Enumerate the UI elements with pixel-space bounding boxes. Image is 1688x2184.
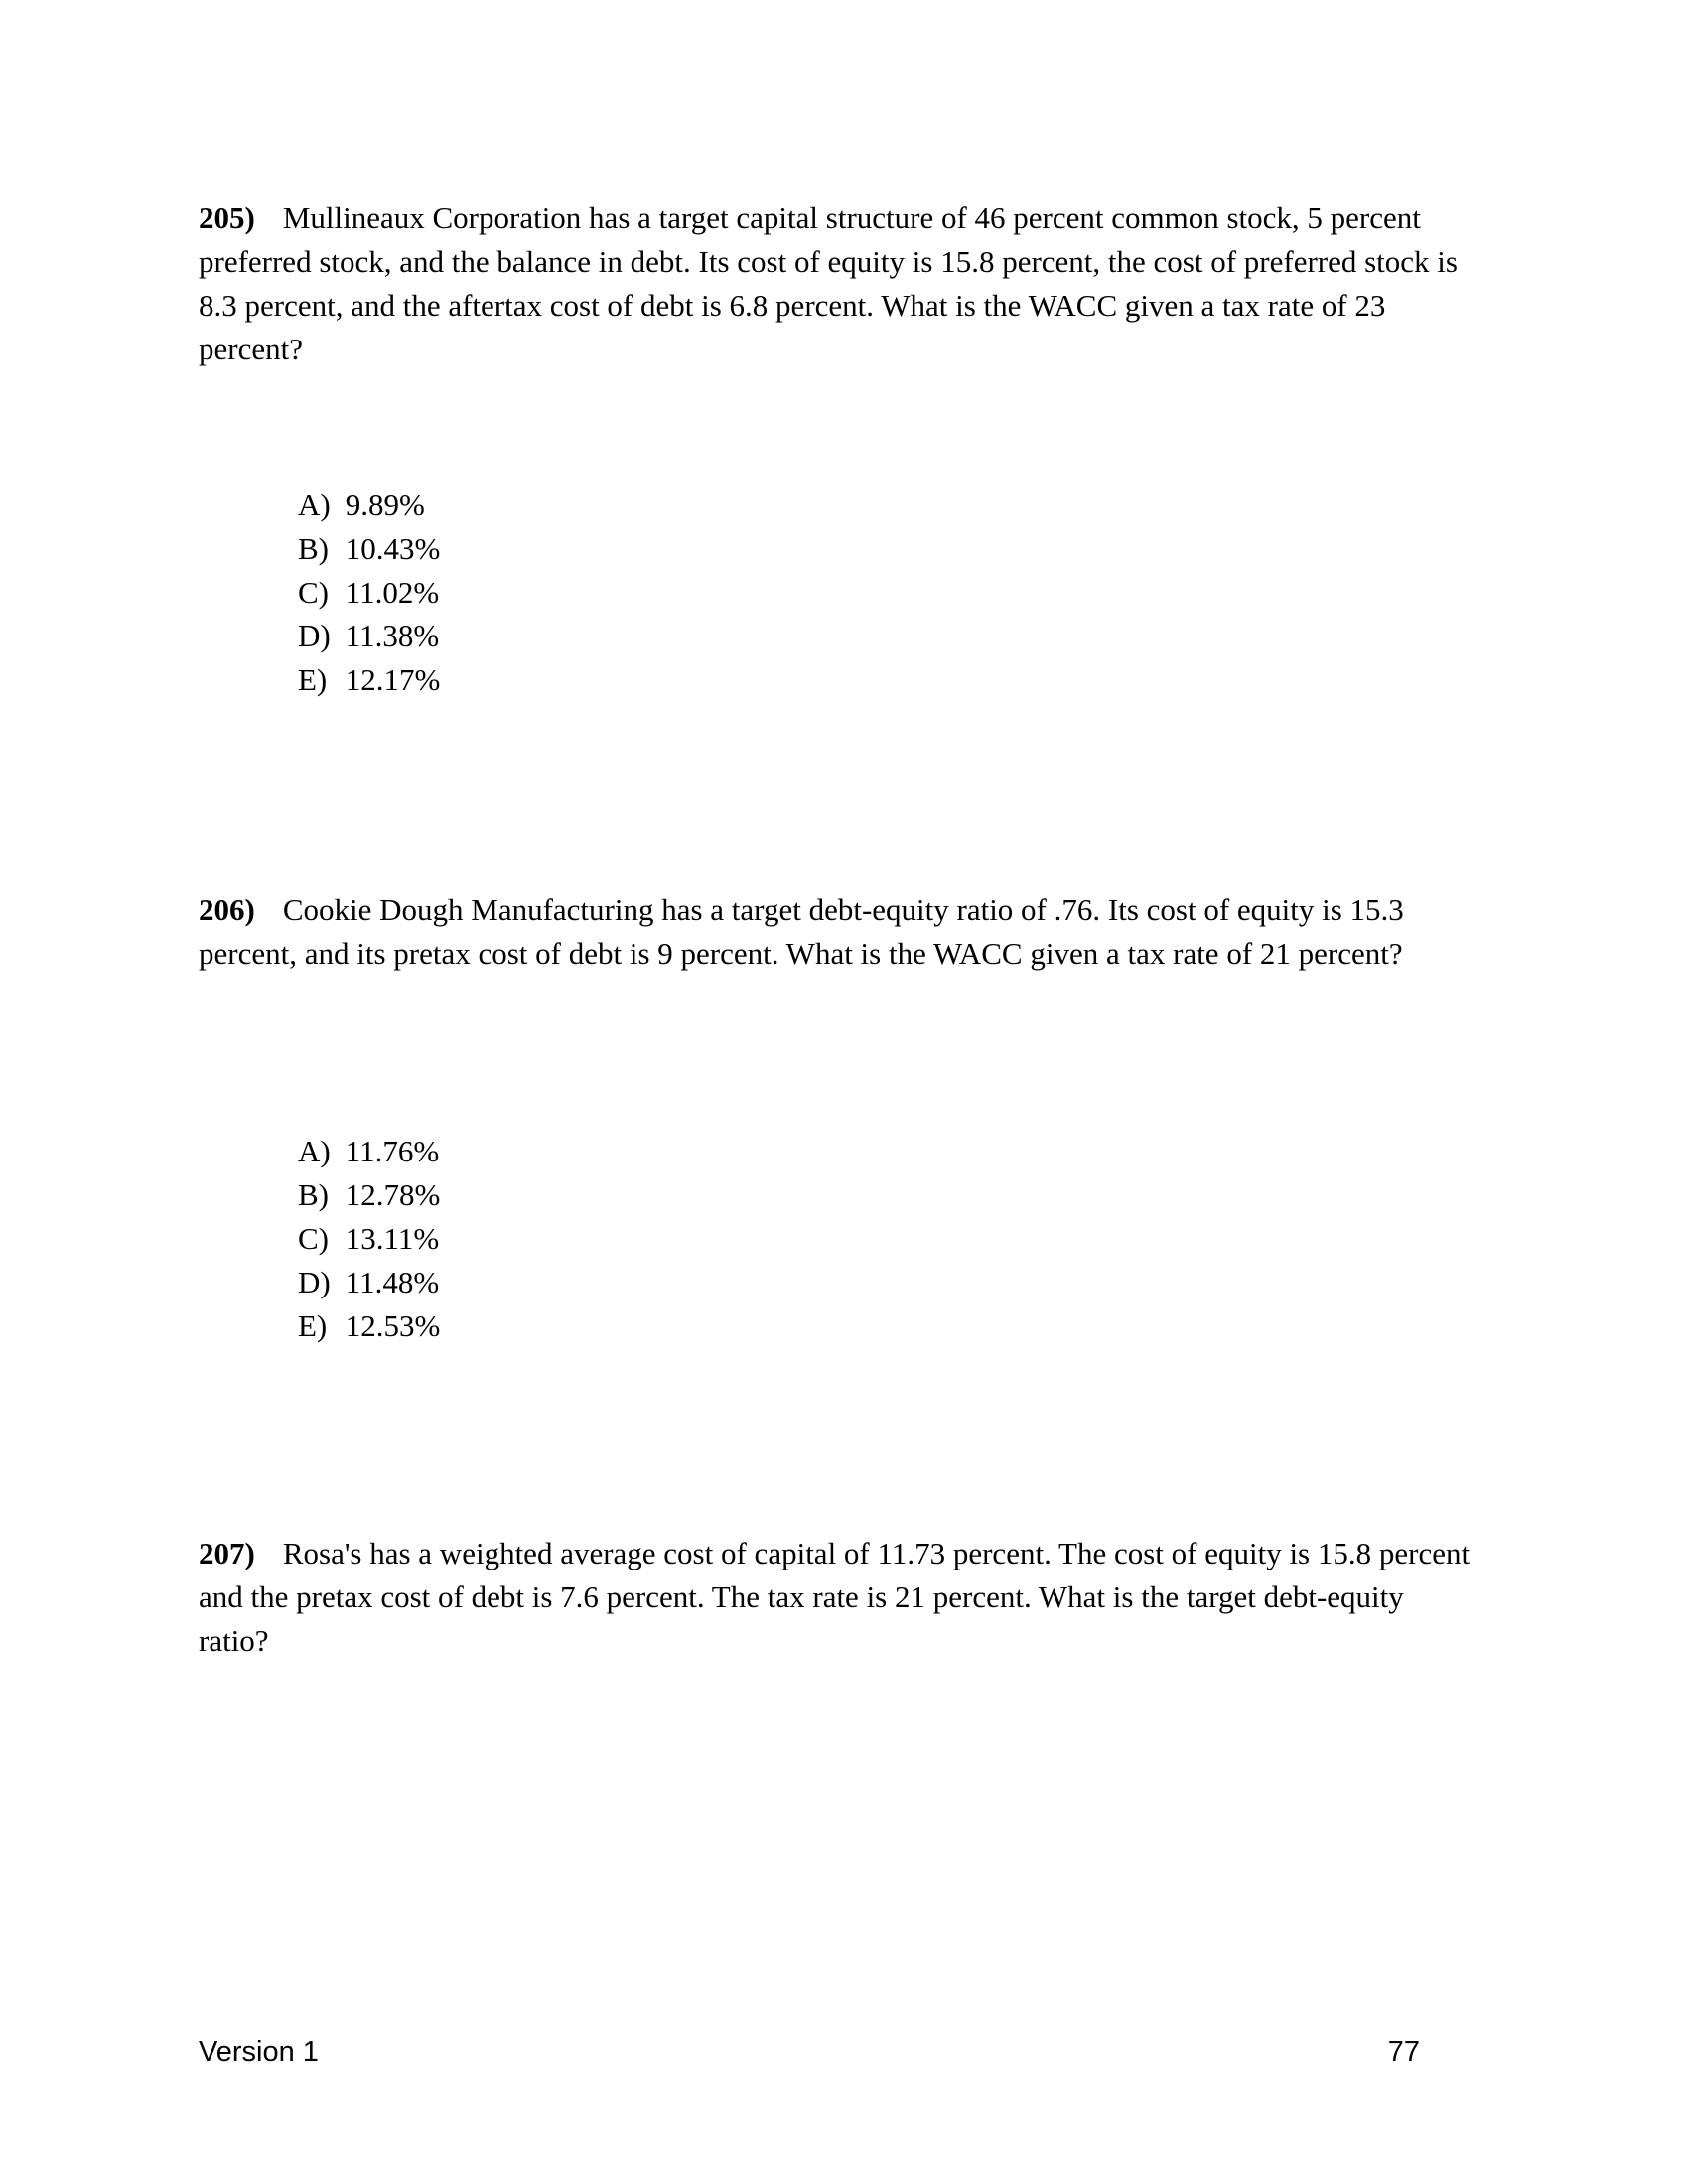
choice-letter: B) bbox=[298, 531, 329, 566]
answer-choice bbox=[298, 527, 440, 571]
question-text: Rosa's has a weighted average cost of capital of 11.73 percent. The cost of equity is 15.8 percent and the pretax cost of debt is 7.6 percent. The tax rate is 21 percent. What is the target debt-equity ratio? bbox=[199, 1536, 1471, 1658]
choice-value: 10.43% bbox=[345, 531, 441, 566]
question-207 bbox=[199, 1532, 1479, 1663]
answer-choice bbox=[298, 658, 440, 702]
question-number: 205) bbox=[199, 201, 255, 235]
answer-choice bbox=[298, 1261, 440, 1304]
question-205 bbox=[199, 197, 1479, 371]
choice-value: 12.78% bbox=[345, 1177, 441, 1212]
choice-value: 11.38% bbox=[345, 618, 440, 653]
answer-choice bbox=[298, 614, 440, 658]
choice-letter: D) bbox=[298, 1265, 331, 1299]
choice-value: 13.11% bbox=[345, 1221, 440, 1256]
choice-value: 9.89% bbox=[345, 487, 425, 522]
answer-choice bbox=[298, 1304, 440, 1348]
question-number: 207) bbox=[199, 1536, 255, 1570]
choice-letter: E) bbox=[298, 1308, 328, 1343]
question-number: 206) bbox=[199, 892, 255, 927]
answer-choices-206 bbox=[298, 1130, 440, 1348]
choice-value: 11.76% bbox=[345, 1134, 440, 1168]
choice-value: 11.48% bbox=[345, 1265, 440, 1299]
question-text: Mullineaux Corporation has a target capital structure of 46 percent common stock, 5 percent preferred stock, and the balance in debt. Its cost of equity is 15.8 percent, the cost of preferred stock is 8.3 percent, and the aftertax cost of debt is 6.8 percent. What is the WACC given a tax rate of 23 percent? bbox=[199, 201, 1458, 366]
choice-letter: E) bbox=[298, 662, 328, 697]
answer-choice bbox=[298, 483, 440, 527]
answer-choice bbox=[298, 571, 440, 614]
answer-choice bbox=[298, 1173, 440, 1217]
answer-choice bbox=[298, 1217, 440, 1261]
answer-choices-205 bbox=[298, 483, 440, 702]
choice-letter: B) bbox=[298, 1177, 329, 1212]
choice-letter: C) bbox=[298, 1221, 329, 1256]
choice-value: 12.53% bbox=[345, 1308, 441, 1343]
question-206 bbox=[199, 888, 1479, 976]
choice-letter: A) bbox=[298, 1134, 331, 1168]
choice-letter: C) bbox=[298, 575, 329, 610]
question-text: Cookie Dough Manufacturing has a target debt-equity ratio of .76. Its cost of equity is 15.3 percent, and its pretax cost of debt is 9 percent. What is the WACC given a tax rate of 21 percent? bbox=[199, 892, 1404, 971]
footer-version: Version 1 bbox=[199, 2036, 319, 2068]
page-number: 77 bbox=[1387, 2036, 1420, 2068]
choice-value: 11.02% bbox=[345, 575, 440, 610]
choice-value: 12.17% bbox=[345, 662, 441, 697]
answer-choice bbox=[298, 1130, 440, 1173]
choice-letter: A) bbox=[298, 487, 331, 522]
choice-letter: D) bbox=[298, 618, 331, 653]
